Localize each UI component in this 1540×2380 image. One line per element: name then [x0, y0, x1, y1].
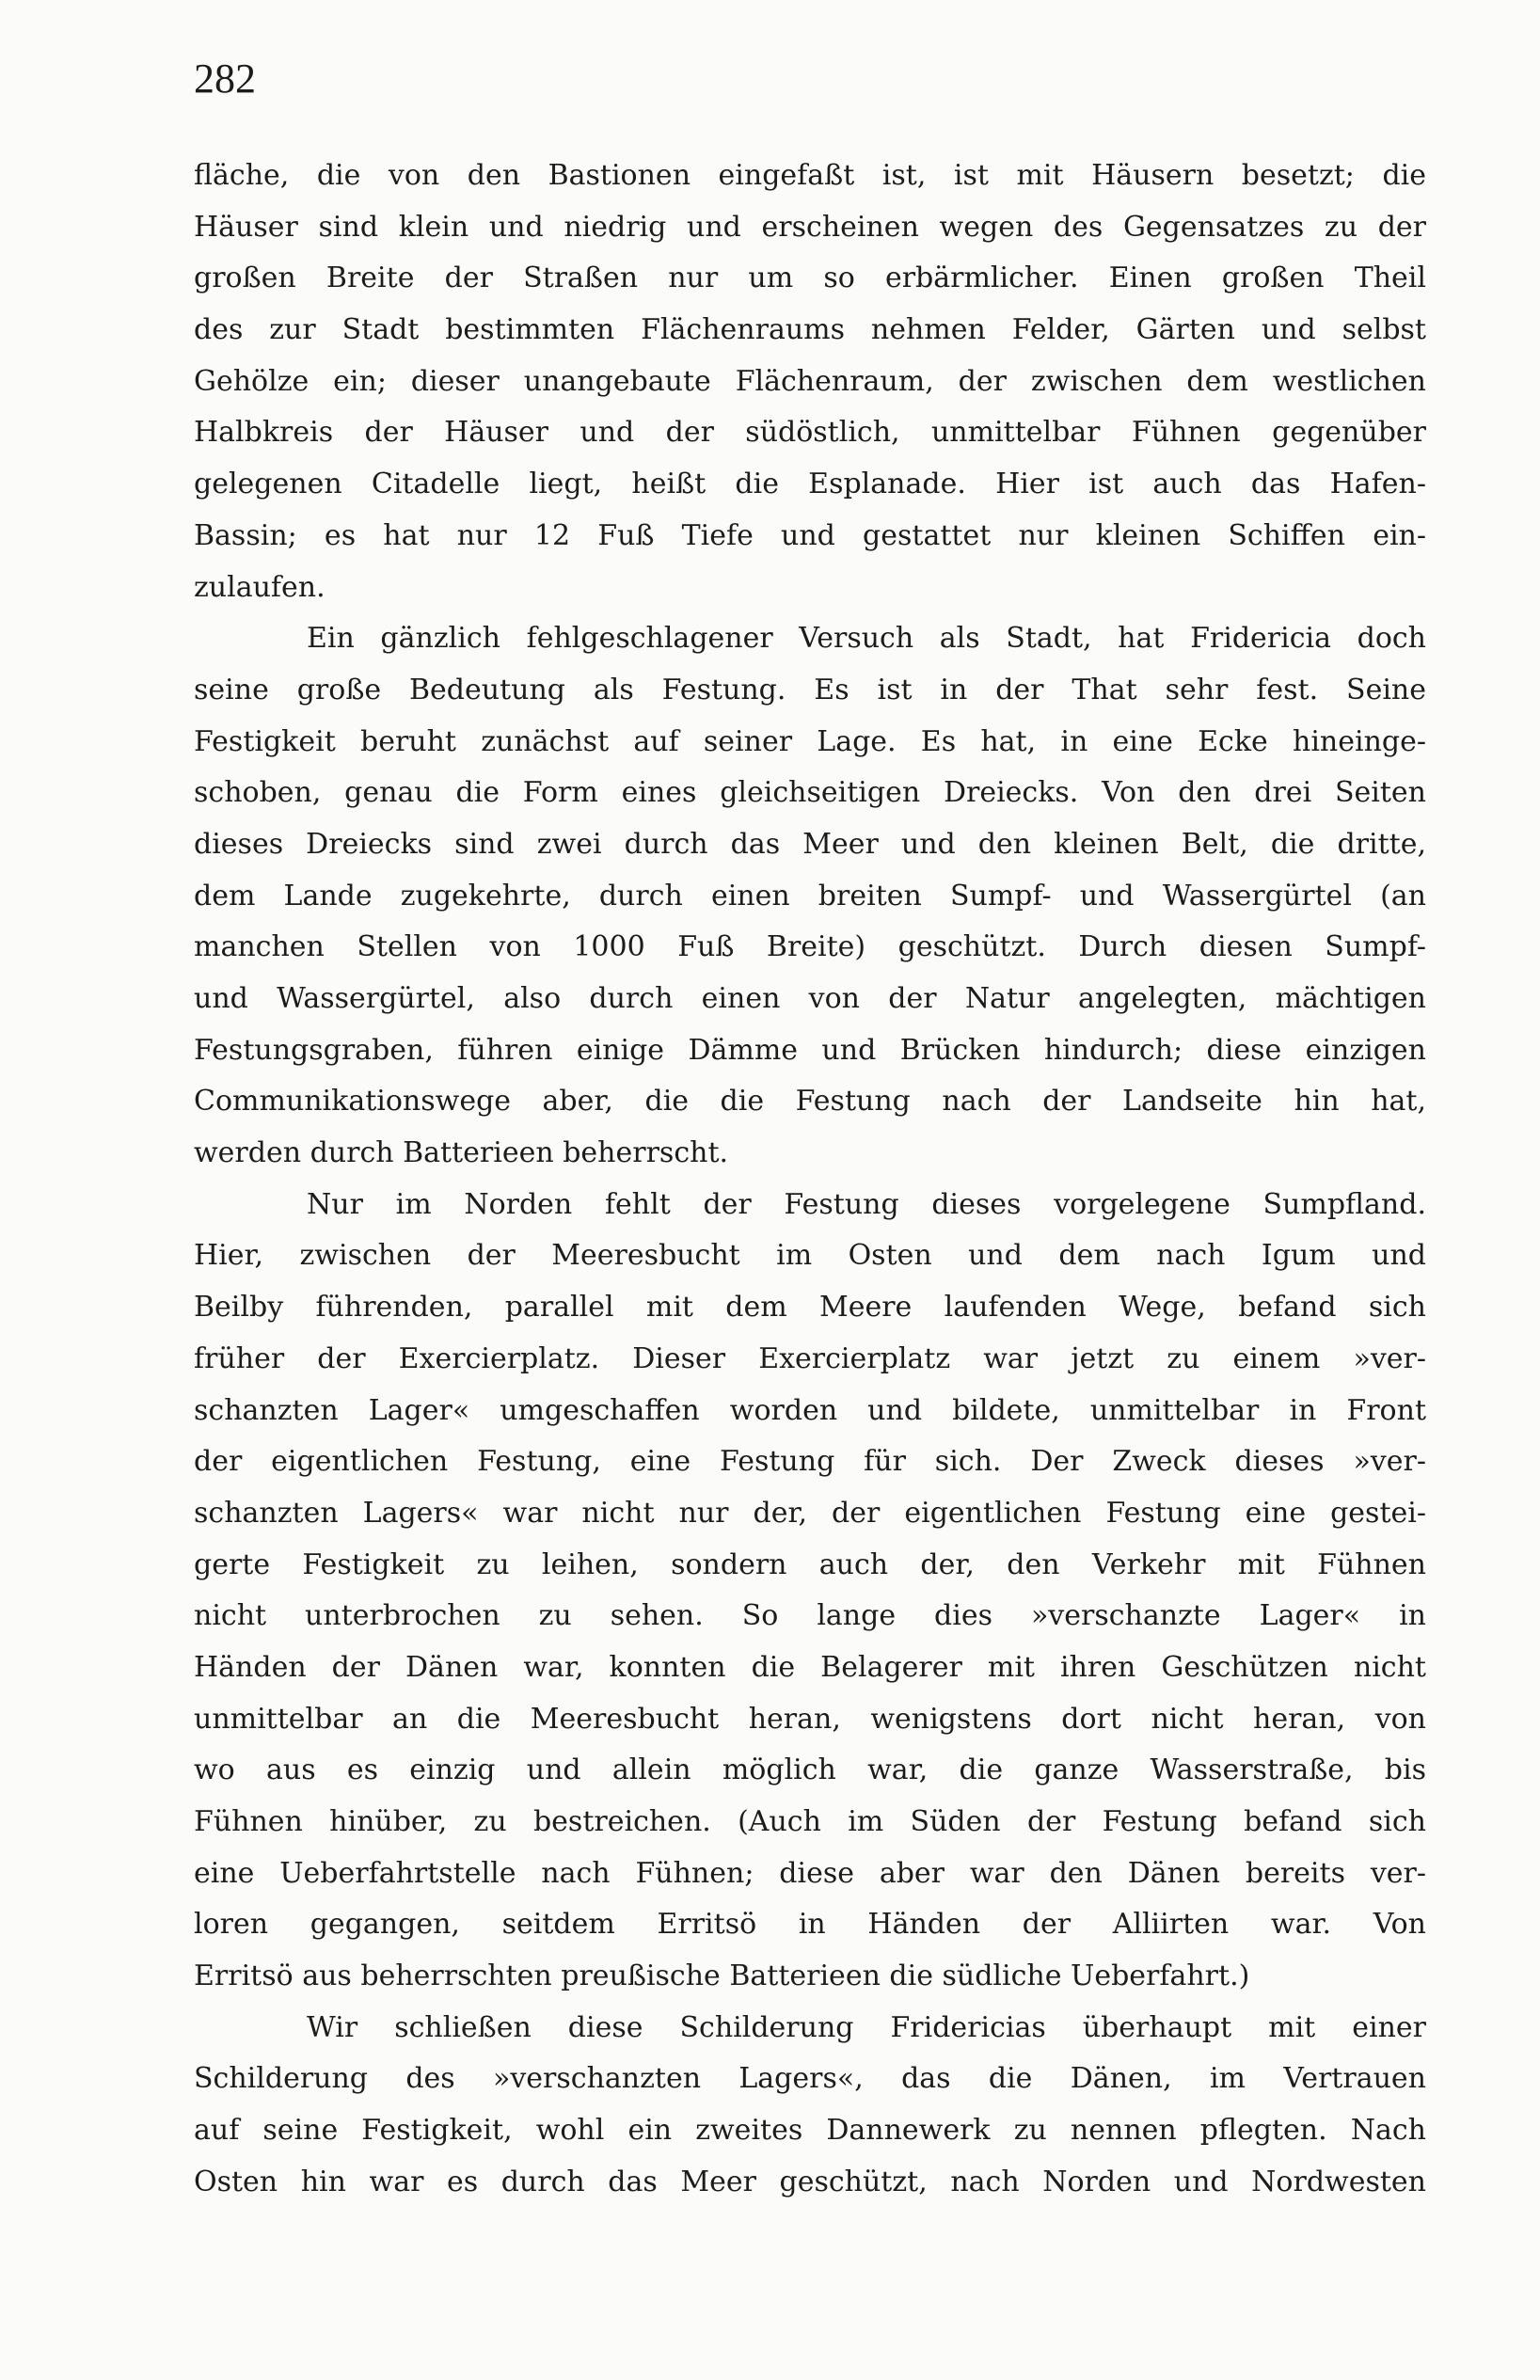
text-line: der eigentlichen Festung, eine Festung für sich. Der Zweck dieses »ver-	[194, 1445, 1426, 1479]
text-line: Häuser sind klein und niedrig und erscheinen wegen des Gegensatzes zu der	[194, 210, 1426, 244]
text-line: Festigkeit beruht zunächst auf seiner Lage. Es hat, in eine Ecke hineinge-	[194, 724, 1426, 758]
text-line: großen Breite der Straßen nur um so erbärmlicher. Einen großen Theil	[194, 262, 1426, 295]
text-line: Gehölze ein; dieser unangebaute Flächenraum, der zwischen dem westlichen	[194, 364, 1426, 398]
text-line: Bassin; es hat nur 12 Fuß Tiefe und gestattet nur kleinen Schiffen ein-	[194, 518, 1426, 552]
text-line: Händen der Dänen war, konnten die Belagerer mit ihren Geschützen nicht	[194, 1650, 1426, 1684]
text-line: schoben, genau die Form eines gleichseitigen Dreiecks. Von den drei Seiten	[194, 776, 1426, 810]
text-line: seine große Bedeutung als Festung. Es ist in der That sehr fest. Seine	[194, 673, 1426, 706]
text-line: nicht unterbrochen zu sehen. So lange dies »verschanzte Lager« in	[194, 1599, 1426, 1633]
text-line: wo aus es einzig und allein möglich war, die ganze Wasserstraße, bis	[194, 1753, 1426, 1787]
text-line: Hier, zwischen der Meeresbucht im Osten und dem nach Igum und	[194, 1239, 1426, 1273]
text-line: werden durch Batterieen beherrscht.	[194, 1136, 729, 1170]
text-line: gerte Festigkeit zu leihen, sondern auch der, den Verkehr mit Fühnen	[194, 1547, 1426, 1581]
text-line: schanzten Lagers« war nicht nur der, der eigentlichen Festung eine gestei-	[194, 1496, 1426, 1530]
text-line: Ein gänzlich fehlgeschlagener Versuch als Stadt, hat Fridericia doch	[307, 622, 1426, 656]
text-line: gelegenen Citadelle liegt, heißt die Esplanade. Hier ist auch das Hafen-	[194, 468, 1426, 501]
text-line: Schilderung des »verschanzten Lagers«, das die Dänen, im Vertrauen	[194, 2062, 1426, 2096]
text-line: Nur im Norden fehlt der Festung dieses vorgelegene Sumpfland.	[307, 1187, 1426, 1221]
text-line: Fühnen hinüber, zu bestreichen. (Auch im Süden der Festung befand sich	[194, 1805, 1426, 1838]
text-line: Wir schließen diese Schilderung Fridericias überhaupt mit einer	[307, 2010, 1426, 2044]
text-line: Communikationswege aber, die die Festung nach der Landseite hin hat,	[194, 1085, 1426, 1119]
text-line: loren gegangen, seitdem Erritsö in Händen der Alliirten war. Von	[194, 1908, 1426, 1942]
body-text	[194, 151, 1426, 2209]
text-line: Halbkreis der Häuser und der südöstlich, unmittelbar Fühnen gegenüber	[194, 416, 1426, 450]
text-line: fläche, die von den Bastionen eingefaßt ist, ist mit Häusern besetzt; die	[194, 159, 1426, 192]
text-line: des zur Stadt bestimmten Flächenraums nehmen Felder, Gärten und selbst	[194, 313, 1426, 347]
text-line: Erritsö aus beherrschten preußische Batterieen die südliche Ueberfahrt.)	[194, 1960, 1250, 1993]
text-line: zulaufen.	[194, 570, 325, 604]
text-line: und Wassergürtel, also durch einen von der Natur angelegten, mächtigen	[194, 982, 1426, 1015]
text-line: auf seine Festigkeit, wohl ein zweites Dannewerk zu nennen pflegten. Nach	[194, 2114, 1426, 2148]
text-line: manchen Stellen von 1000 Fuß Breite) geschützt. Durch diesen Sumpf-	[194, 930, 1426, 964]
text-line: dem Lande zugekehrte, durch einen breiten Sumpf- und Wassergürtel (an	[194, 879, 1426, 912]
text-line: früher der Exercierplatz. Dieser Exercierplatz war jetzt zu einem »ver-	[194, 1341, 1426, 1375]
page-number: 282	[194, 56, 256, 102]
text-line: schanzten Lager« umgeschaffen worden und bildete, unmittelbar in Front	[194, 1393, 1426, 1427]
text-line: eine Ueberfahrtstelle nach Fühnen; diese aber war den Dänen bereits ver-	[194, 1856, 1426, 1890]
text-line: dieses Dreiecks sind zwei durch das Meer und den kleinen Belt, die dritte,	[194, 827, 1426, 861]
text-line: Festungsgraben, führen einige Dämme und Brücken hindurch; diese einzigen	[194, 1033, 1426, 1067]
text-line: Osten hin war es durch das Meer geschützt, nach Norden und Nordwesten	[194, 2165, 1426, 2198]
text-line: Beilby führenden, parallel mit dem Meere laufenden Wege, befand sich	[194, 1291, 1426, 1325]
text-line: unmittelbar an die Meeresbucht heran, wenigstens dort nicht heran, von	[194, 1702, 1426, 1736]
